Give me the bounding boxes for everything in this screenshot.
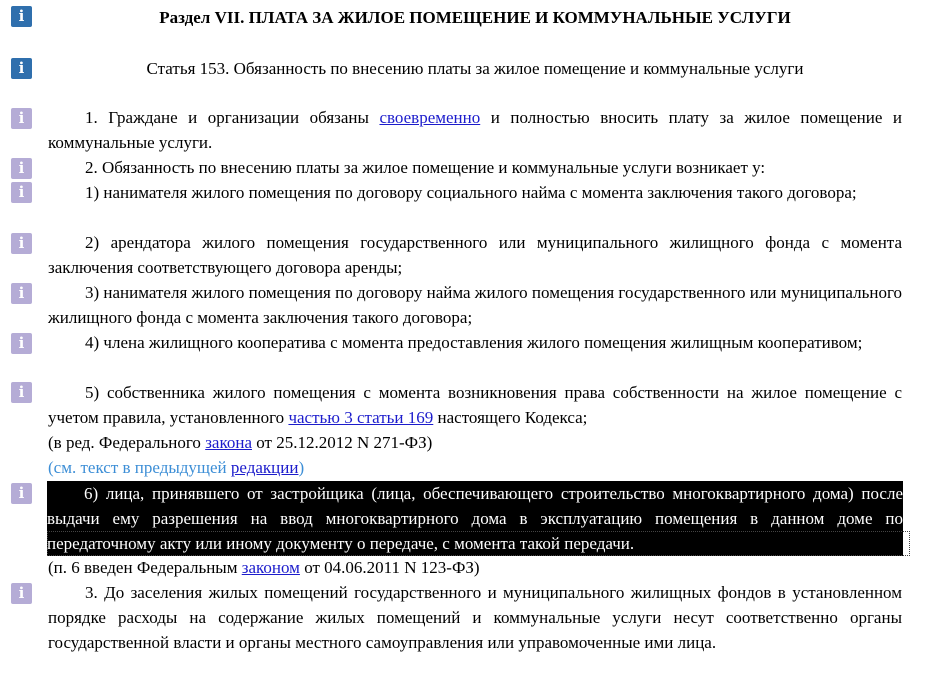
paragraph-1 xyxy=(48,105,902,155)
section-title: Раздел VII. ПЛАТА ЗА ЖИЛОЕ ПОМЕЩЕНИЕ И КОММУНАЛЬНЫЕ УСЛУГИ xyxy=(159,8,791,27)
item-text: 5) собственника жилого помещения с момента возникновения права собственности на жилое помещение с учетом правила, установленного xyxy=(48,383,902,427)
previous-edition-note xyxy=(48,455,902,480)
info-icon[interactable]: i xyxy=(11,182,32,203)
info-icon[interactable]: i xyxy=(11,6,32,27)
item-3: 3) нанимателя жилого помещения по договору найма жилого помещения государственного или муниципального жилищного фонда с момента заключения такого договора; xyxy=(48,283,903,327)
info-icon[interactable]: i xyxy=(11,333,32,354)
info-icon[interactable]: i xyxy=(11,483,32,504)
info-icon[interactable]: i xyxy=(11,283,32,304)
paragraph-text: 1. Граждане и организации обязаны xyxy=(85,108,380,127)
article-title: Статья 153. Обязанность по внесению платы за жилое помещение и коммунальные услуги xyxy=(146,59,804,78)
info-icon[interactable]: i xyxy=(11,583,32,604)
info-icon[interactable]: i xyxy=(11,158,32,179)
item-6-selected[interactable] xyxy=(47,481,903,556)
item-5 xyxy=(48,380,902,430)
note-text: от 04.06.2011 N 123-ФЗ) xyxy=(299,558,480,577)
note-text: от 25.12.2012 N 271-ФЗ) xyxy=(252,433,433,452)
insert-note xyxy=(48,555,902,580)
paragraph-3: 3. До заселения жилых помещений государственного и муниципального жилищных фондов в установленном порядке расходы на содержание жилых помещений и коммунальные услуги несут соответственно органы государственной власти и органы местного самоуправления или управомоченные ими лица. xyxy=(48,583,902,652)
item-4: 4) члена жилищного кооператива с момента предоставления жилого помещения жилищным кооперативом; xyxy=(85,333,863,352)
info-icon[interactable]: i xyxy=(11,108,32,129)
item-2: 2) арендатора жилого помещения государственного или муниципального жилищного фонда с момента заключения соответствующего договора аренды; xyxy=(48,233,902,277)
item-1: 1) нанимателя жилого помещения по договору социального найма с момента заключения такого договора; xyxy=(85,183,857,202)
link-timely[interactable]: своевременно xyxy=(379,108,481,127)
info-icon[interactable]: i xyxy=(11,382,32,403)
info-icon[interactable]: i xyxy=(11,58,32,79)
item-6: 6) лица, принявшего от застройщика (лица, обеспечивающего строительство многоквартирного дома) после выдачи ему разрешения на ввод многоквартирного дома в эксплуатацию помещения в данном доме по передаточному акту или иному документу о передаче, с момента такой передачи. xyxy=(47,481,903,556)
link-edition[interactable]: редакции xyxy=(230,458,299,477)
link-part-3-article-169[interactable]: частью 3 статьи 169 xyxy=(288,408,434,427)
note-text: (см. текст в предыдущей xyxy=(48,458,231,477)
paragraph-text: и полностью вносить плату за жилое помещение и коммунальные услуги. xyxy=(48,108,902,152)
item-text: настоящего Кодекса; xyxy=(433,408,588,427)
paragraph-2: 2. Обязанность по внесению платы за жилое помещение и коммунальные услуги возникает у: xyxy=(85,158,766,177)
note-text: (п. 6 введен Федеральным xyxy=(48,558,242,577)
note-text: ) xyxy=(298,458,305,477)
info-icon[interactable]: i xyxy=(11,233,32,254)
link-law[interactable]: закона xyxy=(205,433,252,452)
link-law-123[interactable]: законом xyxy=(241,558,300,577)
edit-note xyxy=(48,430,902,455)
note-text: (в ред. Федерального xyxy=(48,433,206,452)
